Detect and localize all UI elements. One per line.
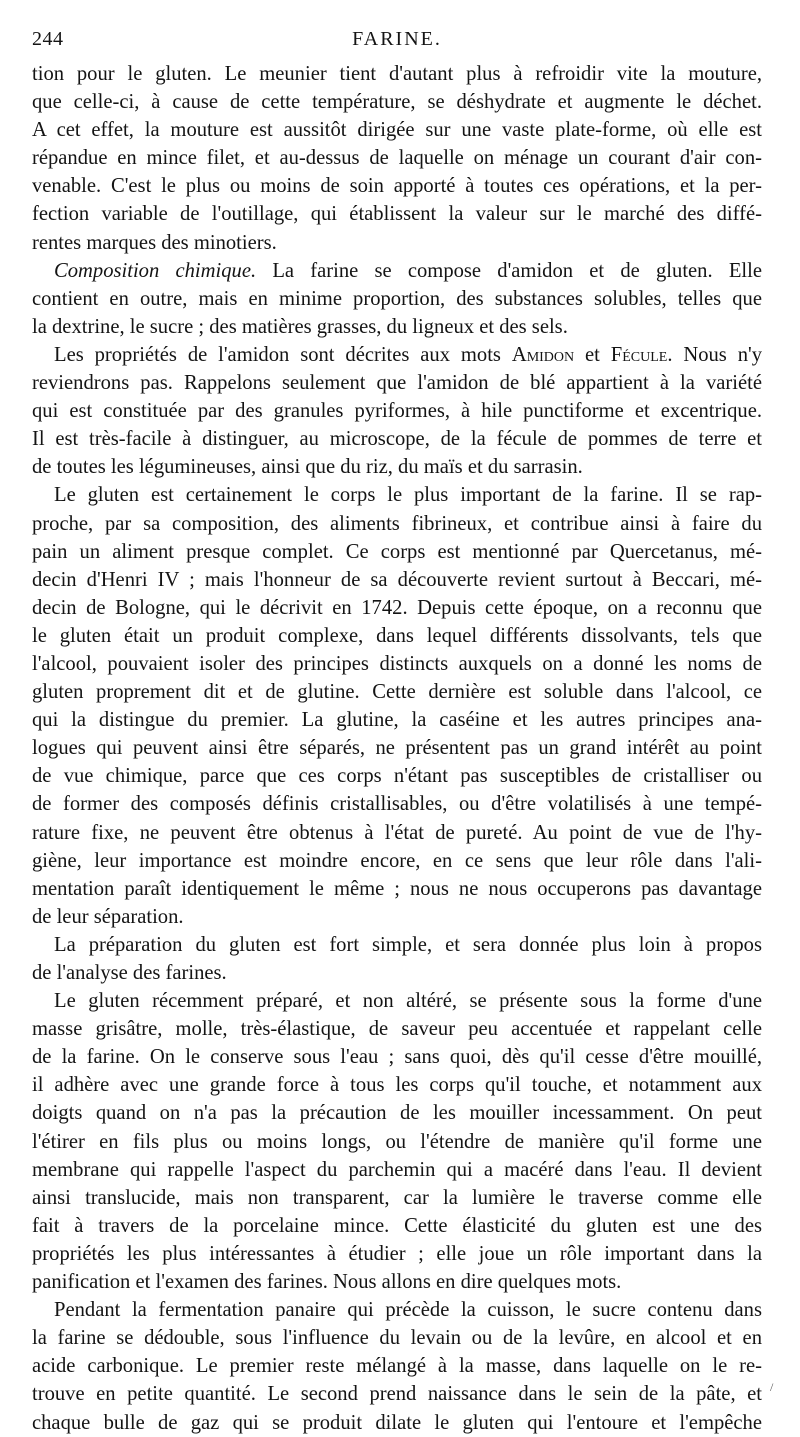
page-header [32,28,762,58]
text-line [32,116,762,144]
text-segment: contient en outre, mais en minime proportion, des substances solubles, telles que [32,287,762,310]
text-line [32,1240,762,1268]
text-line [32,313,762,341]
text-segment: il adhère avec une grande force à tous les corps qu'il touche, et notamment aux [32,1074,762,1097]
text-line [32,88,762,116]
text-segment: chaque bulle de gaz qui se produit dilate le gluten qui l'entoure et l'empêche [32,1411,762,1434]
text-line [32,819,762,847]
text-line [32,1184,762,1212]
text-segment: acide carbonique. Le premier reste mélangé à la masse, dans laquelle on le re- [32,1355,762,1378]
text-segment: La farine se compose d'amidon et de gluten. Elle [256,259,762,282]
text-line [32,650,762,678]
text-line [32,1409,762,1437]
text-segment: Les propriétés de l'amidon sont décrites aux mots [54,343,512,366]
text-segment: La préparation du gluten est fort simple, et sera donnée plus loin à propos [54,933,762,956]
text-segment: de vue chimique, parce que ces corps n'étant pas susceptibles de cristalliser ou [32,765,762,788]
text-line [32,341,762,369]
text-segment: Il est très-facile à distinguer, au microscope, de la fécule de pommes de terre et [32,428,762,451]
section-heading: Composition chimique. [54,259,257,282]
text-line [32,453,762,481]
text-line [32,200,762,228]
text-line [32,538,762,566]
text-segment: decin d'Henri IV ; mais l'honneur de sa découverte revient surtout à Beccari, mé- [32,568,762,591]
text-segment: . Nous n'y [667,343,762,366]
text-segment: mentation paraît identiquement le même ; nous ne nous occuperons pas davantage [32,877,762,900]
text-line [32,566,762,594]
text-segment: de toutes les légumineuses, ainsi que du riz, du maïs et du sarrasin. [32,456,583,479]
text-line [32,257,762,285]
text-segment: reviendrons pas. Rappelons seulement que l'amidon de blé appartient à la variété [32,372,762,395]
text-segment: la dextrine, le sucre ; des matières grasses, du ligneux et des sels. [32,315,568,338]
text-segment: tion pour le gluten. Le meunier tient d'autant plus à refroidir vite la mouture, [32,63,762,85]
text-line [32,60,762,88]
text-line [32,1296,762,1324]
text-line [32,369,762,397]
text-segment: gluten proprement dit et de glutine. Cette dernière est soluble dans l'alcool, ce [32,681,762,704]
running-title: FARINE. [352,28,442,50]
text-line [32,1380,762,1408]
text-segment: et [574,343,611,366]
text-segment: proche, par sa composition, des aliments fibrineux, et contribue ainsi à faire du [32,512,762,535]
text-segment: decin de Bologne, qui le décrivit en 1742. Depuis cette époque, on a reconnu que [32,596,762,619]
text-line [32,706,762,734]
cross-reference: Fécule [610,343,668,366]
text-line [32,762,762,790]
text-line [32,1212,762,1240]
text-line [32,1352,762,1380]
text-line [32,1043,762,1071]
text-segment: répandue en mince filet, et au-dessus de laquelle on ménage un courant d'air con- [32,147,762,170]
text-segment: fection variable de l'outillage, qui établissent la valeur sur le marché des diffé- [32,203,762,226]
text-line [32,397,762,425]
text-segment: qui est constituée par des granules pyriformes, à hile punctiforme et excentrique. [32,400,762,423]
text-segment: doigts quand on n'a pas la précaution de les mouiller incessamment. On peut [32,1102,762,1125]
margin-mark: / [770,1380,774,1394]
text-line [32,847,762,875]
text-line [32,481,762,509]
text-line [32,1268,762,1296]
text-segment: ainsi translucide, mais non transparent, car la lumière le traverse comme elle [32,1186,762,1209]
body-text [32,60,762,1437]
text-segment: de l'analyse des farines. [32,962,227,984]
text-segment: membrane qui rappelle l'aspect du parchemin qui a macéré dans l'eau. Il devient [32,1158,762,1181]
text-segment: l'étirer en fils plus ou moins longs, ou l'étendre de manière qu'il forme une [32,1130,762,1153]
cross-reference: Amidon [511,343,575,366]
text-segment: de former des composés définis cristallisables, ou d'être volatilisés à une tempé- [32,793,762,816]
text-line [32,594,762,622]
text-segment: l'alcool, pouvaient isoler des principes distincts auxquels on a donné les noms de [32,652,762,675]
text-segment: de leur séparation. [32,905,184,928]
text-line [32,1324,762,1352]
text-segment: trouve en petite quantité. Le second prend naissance dans le sein de la pâte, et [32,1383,762,1406]
text-line [32,678,762,706]
text-segment: giène, leur importance est moindre encore, en ce sens que leur rôle dans l'ali- [32,849,762,872]
text-segment: Le gluten est certainement le corps le plus important de la farine. Il se rap- [54,484,762,507]
text-line [32,875,762,903]
text-line [32,1128,762,1156]
text-line [32,903,762,931]
text-line [32,987,762,1015]
text-line [32,285,762,313]
text-line [32,172,762,200]
text-line [32,1015,762,1043]
text-segment: A cet effet, la mouture est aussitôt dirigée sur une vaste plate-forme, où elle est [32,119,762,142]
text-segment: panification et l'examen des farines. Nous allons en dire quelques mots. [32,1271,622,1294]
text-line [32,959,762,987]
text-segment: qui la distingue du premier. La glutine, la caséine et les autres principes ana- [32,709,762,732]
text-segment: la farine se dédouble, sous l'influence du levain ou de la levûre, en alcool et en [32,1327,762,1350]
text-line [32,1156,762,1184]
text-segment: de la farine. On le conserve sous l'eau ; sans quoi, dès qu'il cesse d'être mouillé, [32,1046,762,1069]
text-line [32,144,762,172]
text-segment: que celle-ci, à cause de cette température, se déshydrate et augmente le déchet. [32,91,762,114]
text-line [32,510,762,538]
text-line [32,229,762,257]
text-segment: pain un aliment presque complet. Ce corps est mentionné par Quercetanus, mé- [32,540,762,563]
text-segment: logues qui peuvent ainsi être séparés, ne présentent pas un grand intérêt au point [32,737,762,760]
text-line [32,1099,762,1127]
text-line [32,790,762,818]
text-line [32,734,762,762]
text-line [32,622,762,650]
text-segment: Pendant la fermentation panaire qui précède la cuisson, le sucre contenu dans [54,1299,762,1322]
text-line [32,931,762,959]
text-line [32,1071,762,1099]
text-line [32,425,762,453]
text-segment: rentes marques des minotiers. [32,231,277,254]
text-segment: venable. C'est le plus ou moins de soin apporté à toutes ces opérations, et la per- [32,175,762,198]
text-segment: masse grisâtre, molle, très-élastique, de saveur peu accentuée et rappelant celle [32,1018,762,1041]
text-segment: le gluten était un produit complexe, dans lequel différents dissolvants, tels que [32,624,762,647]
text-segment: Le gluten récemment préparé, et non altéré, se présente sous la forme d'une [54,990,762,1013]
page-number: 244 [32,28,64,50]
text-segment: rature fixe, ne peuvent être obtenus à l'état de pureté. Au point de vue de l'hy- [32,821,762,844]
text-segment: propriétés les plus intéressantes à étudier ; elle joue un rôle important dans la [32,1242,762,1265]
text-segment: fait à travers de la porcelaine mince. Cette élasticité du gluten est une des [32,1214,762,1237]
